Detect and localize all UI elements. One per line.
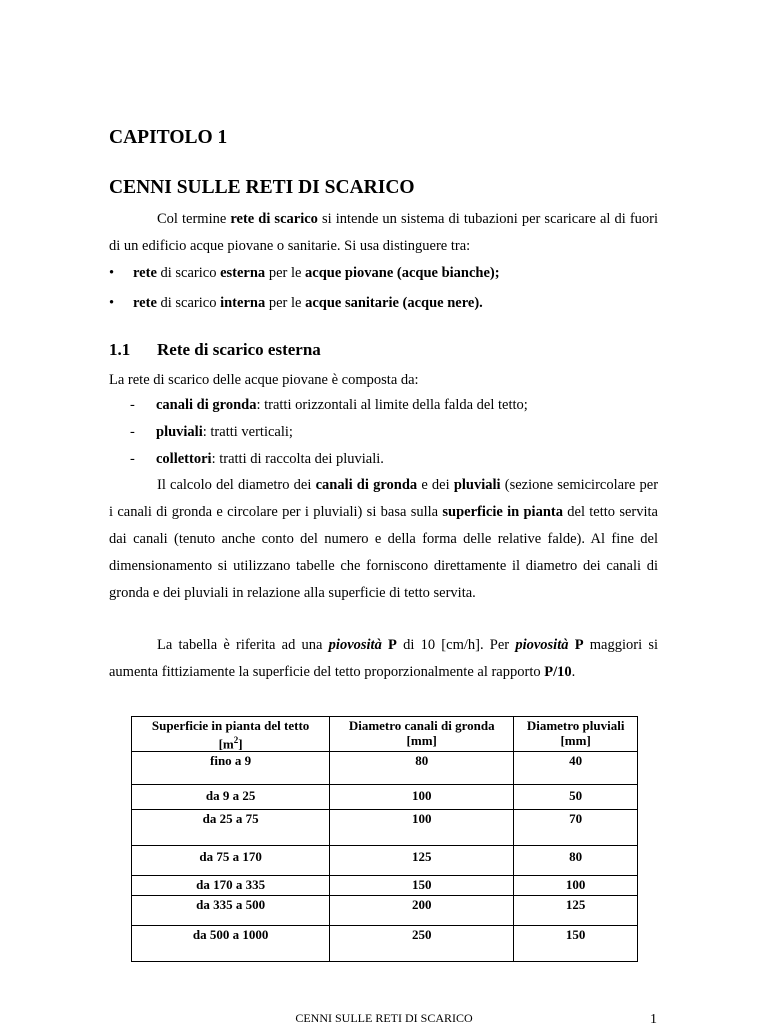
list-item-pluviali: - pluviali: tratti verticali;: [130, 424, 293, 440]
table-cell: 80: [330, 752, 514, 785]
table-cell: 50: [514, 785, 638, 810]
table-cell: 40: [514, 752, 638, 785]
list-item-collettori: - collettori: tratti di raccolta dei pluviali.: [130, 451, 384, 467]
table-header-surface: Superficie in pianta del tetto $[m^2]$: [132, 717, 330, 752]
table-row: [132, 876, 638, 896]
table-cell: 100: [514, 876, 638, 896]
diameter-table: [131, 716, 638, 962]
intro-paragraph: Col termine rete di scarico si intende un sistema di tubazioni per scaricare al di fuori di un edificio acque piovane o sanitarie. Si usa distinguere tra:: [109, 211, 659, 254]
table-row: [132, 846, 638, 876]
bullet-item-external: • rete di scarico esterna per le acque piovane (acque bianche);: [109, 265, 500, 281]
table-row: [132, 785, 638, 810]
page-number: 1: [650, 1012, 657, 1027]
list-item-canali: - canali di gronda: tratti orizzontali al limite della falda del tetto;: [130, 397, 528, 413]
bullet-item-internal: • rete di scarico interna per le acque sanitarie (acque nere).: [109, 295, 483, 311]
table-cell: 200: [330, 896, 514, 926]
chapter-title: CENNI SULLE RETI DI SCARICO: [109, 177, 415, 198]
table-cell: 250: [330, 926, 514, 962]
table-cell: da 500 a 1000: [132, 926, 330, 962]
table-row: [132, 926, 638, 962]
table-cell: 100: [330, 785, 514, 810]
table-header-downpipe: Diametro pluviali [mm]: [514, 717, 638, 752]
table-cell: da 335 a 500: [132, 896, 330, 926]
table-header-row: [132, 717, 638, 752]
table-header-gutter: Diametro canali di gronda [mm]: [330, 717, 514, 752]
rain-paragraph: La tabella è riferita ad una piovosità P di 10 [cm/h]. Per piovosità P maggiori si aumenta fittiziamente la superficie del tetto proporzionalmente al rapporto P/10.: [109, 637, 658, 680]
table-cell: 125: [330, 846, 514, 876]
chapter-heading: CAPITOLO 1: [109, 127, 228, 148]
table-cell: da 170 a 335: [132, 876, 330, 896]
table-cell: fino a 9: [132, 752, 330, 785]
table-cell: 80: [514, 846, 638, 876]
section-intro: La rete di scarico delle acque piovane è composta da:: [109, 372, 419, 388]
section-heading: 1.1 Rete di scarico esterna: [109, 340, 321, 359]
table-row: [132, 810, 638, 846]
table-cell: 70: [514, 810, 638, 846]
table-cell: da 75 a 170: [132, 846, 330, 876]
table-row: [132, 896, 638, 926]
table-row: [132, 752, 638, 785]
calc-paragraph: Il calcolo del diametro dei canali di gronda e dei pluviali (sezione semicircolare per i canali di gronda e circolare per i pluviali) si basa sulla superficie in pianta del tetto servita dai canali (tenuto anche conto del numero e della forma delle relative falde). Al fine del dimensionamento si utilizzano tabelle che forniscono direttamente il diametro dei canali di gronda e dei pluviali in relazione alla superficie di tetto servita.: [109, 477, 659, 601]
table-cell: 100: [330, 810, 514, 846]
table-cell: da 9 a 25: [132, 785, 330, 810]
table-cell: 125: [514, 896, 638, 926]
page-footer: CENNI SULLE RETI DI SCARICO: [295, 1011, 473, 1025]
table-cell: 150: [330, 876, 514, 896]
table-cell: 150: [514, 926, 638, 962]
table-cell: da 25 a 75: [132, 810, 330, 846]
